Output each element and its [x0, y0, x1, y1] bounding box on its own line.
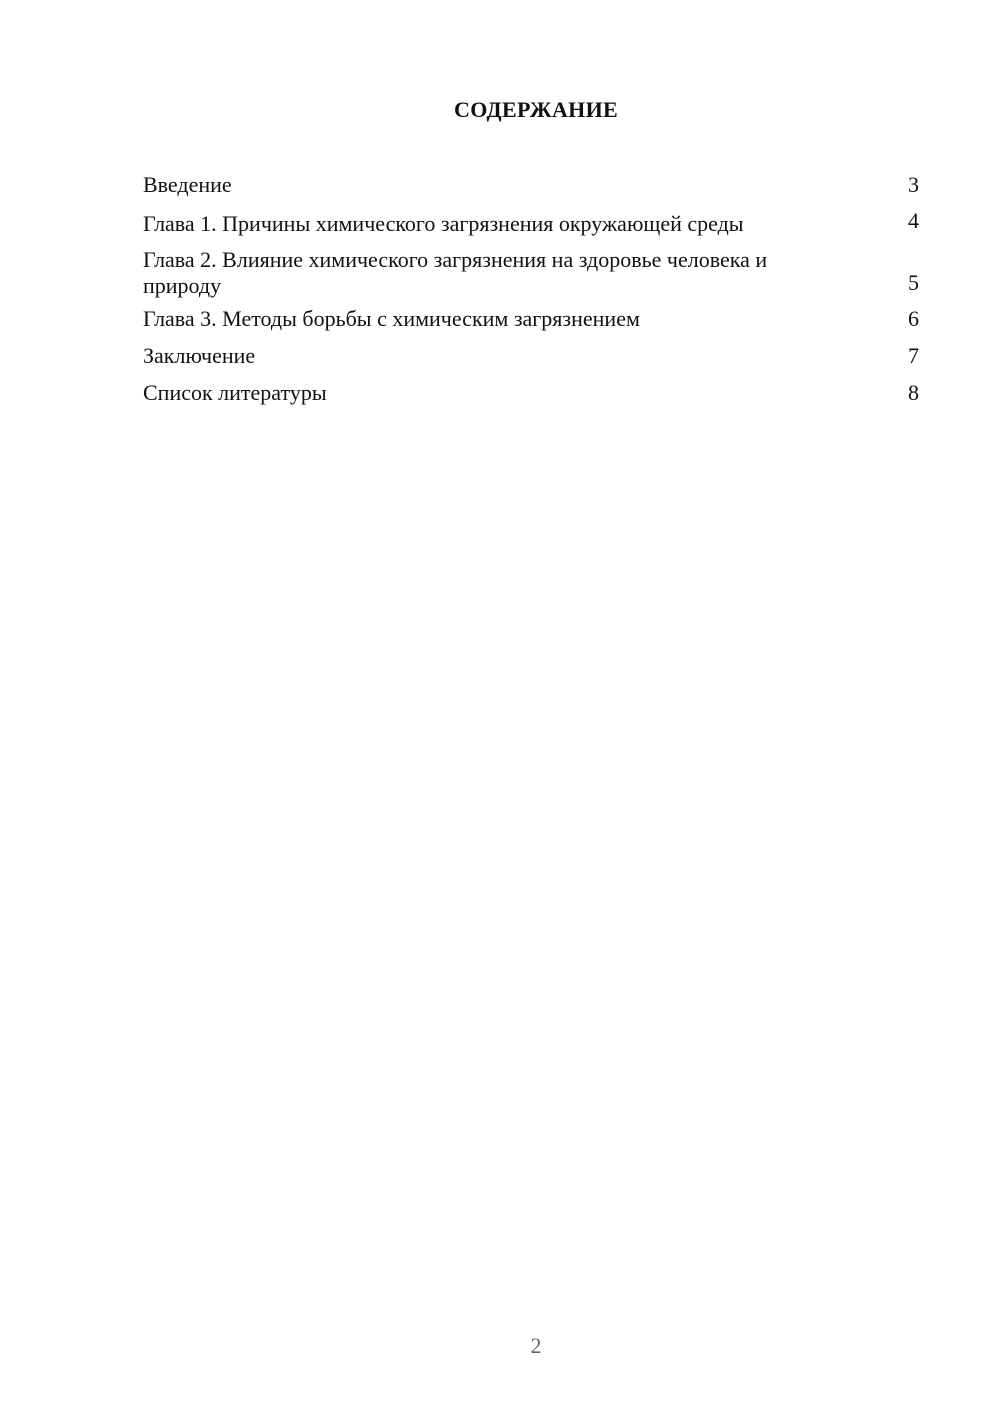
- toc-entry-text: Глава 3. Методы борьбы с химическим загрязнением: [143, 306, 640, 331]
- toc-entry-conclusion: [143, 340, 919, 372]
- toc-entry-references: [143, 377, 919, 409]
- toc-entry-text: Глава 1. Причины химического загрязнения окружающей среды: [143, 211, 744, 236]
- toc-entry-chapter-2: [143, 247, 919, 299]
- toc-entry-page: 8: [908, 380, 919, 405]
- toc-entry-text: Введение: [143, 172, 232, 197]
- toc-entry-text: Список литературы: [143, 380, 327, 405]
- toc-entry-chapter-3: [143, 303, 919, 335]
- toc-entry-page: 5: [908, 270, 919, 295]
- toc-title: СОДЕРЖАНИЕ: [454, 97, 618, 122]
- table-of-contents: [143, 169, 919, 415]
- toc-entry-introduction: [143, 169, 919, 201]
- toc-entry-text: Заключение: [143, 343, 256, 368]
- toc-entry-page: 6: [908, 306, 919, 331]
- toc-entry-text: Глава 2. Влияние химического загрязнения на здоровье человека и природу: [143, 247, 768, 298]
- toc-entry-page: 7: [908, 343, 919, 368]
- page-number: 2: [530, 1333, 542, 1358]
- toc-entry-page: 4: [908, 208, 919, 233]
- toc-entry-page: 3: [908, 172, 919, 197]
- toc-entry-chapter-1: [143, 205, 919, 237]
